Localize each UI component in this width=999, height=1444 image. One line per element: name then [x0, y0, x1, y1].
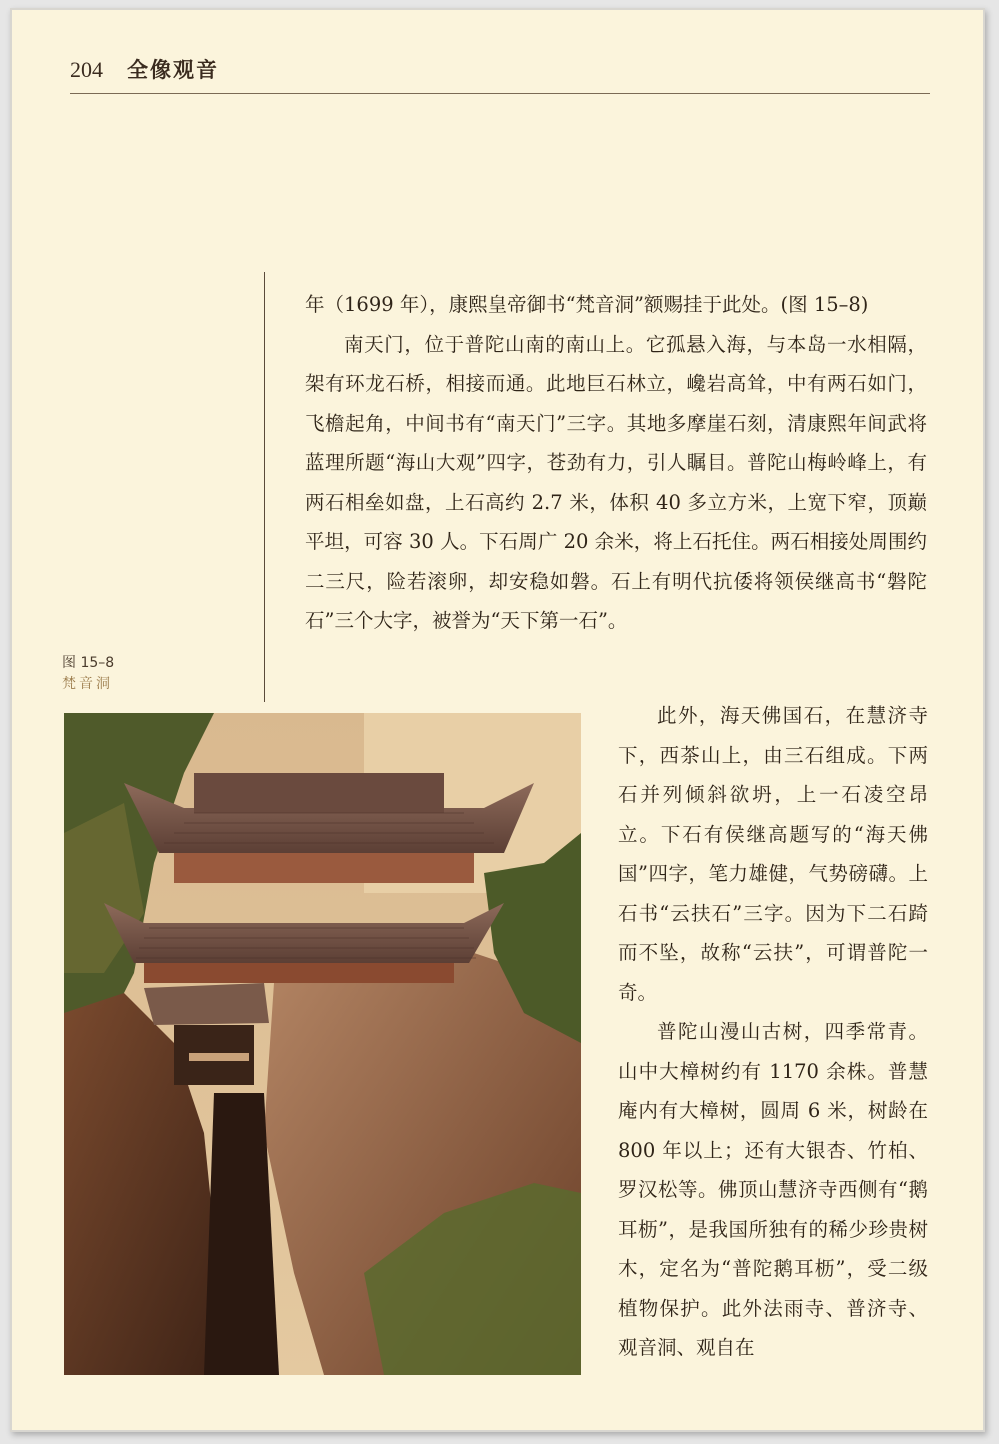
- book-page: [10, 8, 985, 1432]
- book-title: 全像观音: [127, 58, 219, 82]
- running-header: [70, 54, 930, 84]
- figure-name: 梵音洞: [62, 676, 113, 692]
- main-text-side: [618, 696, 928, 1368]
- figure-label: 图 15–8: [62, 655, 115, 671]
- main-text-top: [305, 285, 927, 641]
- paragraph-3: 此外，海天佛国石，在慧济寺下，西茶山上，由三石组成。下两石并列倾斜欲坍，上一石凌空昂立。下石有侯继高题写的“海天佛国”四字，笔力雄健，气势磅礴。上石书“云扶石”三字。因为下二石踦而不坠，故称“云扶”，可谓普陀一奇。: [618, 704, 928, 1004]
- paragraph-1: 年（1699 年），康熙皇帝御书“梵音洞”额赐挂于此处。(图 15–8): [305, 293, 869, 316]
- figure-photo-temple: [64, 713, 581, 1375]
- paragraph-4: 普陀山漫山古树，四季常青。山中大樟树约有 1170 余株。普慧庵内有大樟树，圆周 6 米，树龄在 800 年以上；还有大银杏、竹柏、罗汉松等。佛顶山慧济寺西侧有“鹅耳枥”，是我国所独有的稀少珍贵树木，定名为“普陀鹅耳枥”，受二级植物保护。此外法雨寺、普济寺、观音洞、观自在: [618, 1020, 928, 1359]
- header-rule: [70, 93, 930, 94]
- page-number: 204: [70, 57, 103, 82]
- paragraph-2: 南天门，位于普陀山南的南山上。它孤悬入海，与本岛一水相隔，架有环龙石桥，相接而通。此地巨石林立，巉岩高耸，中有两石如门，飞檐起角，中间书有“南天门”三字。其地多摩崖石刻，清康熙年间武将蓝理所题“海山大观”四字，苍劲有力，引人瞩目。普陀山梅岭峰上，有两石相垒如盘，上石高约 2.7 米，体积 40 多立方米，上宽下窄，顶巅平坦，可容 30 人。下石周广 20 余米，将上石托住。两石相接处周围约二三尺，险若滚卵，却安稳如磐。石上有明代抗倭将领侯继高书“磐陀石”三个大字，被誉为“天下第一石”。: [305, 332, 927, 632]
- figure-caption: [62, 653, 114, 695]
- column-divider: [264, 272, 265, 702]
